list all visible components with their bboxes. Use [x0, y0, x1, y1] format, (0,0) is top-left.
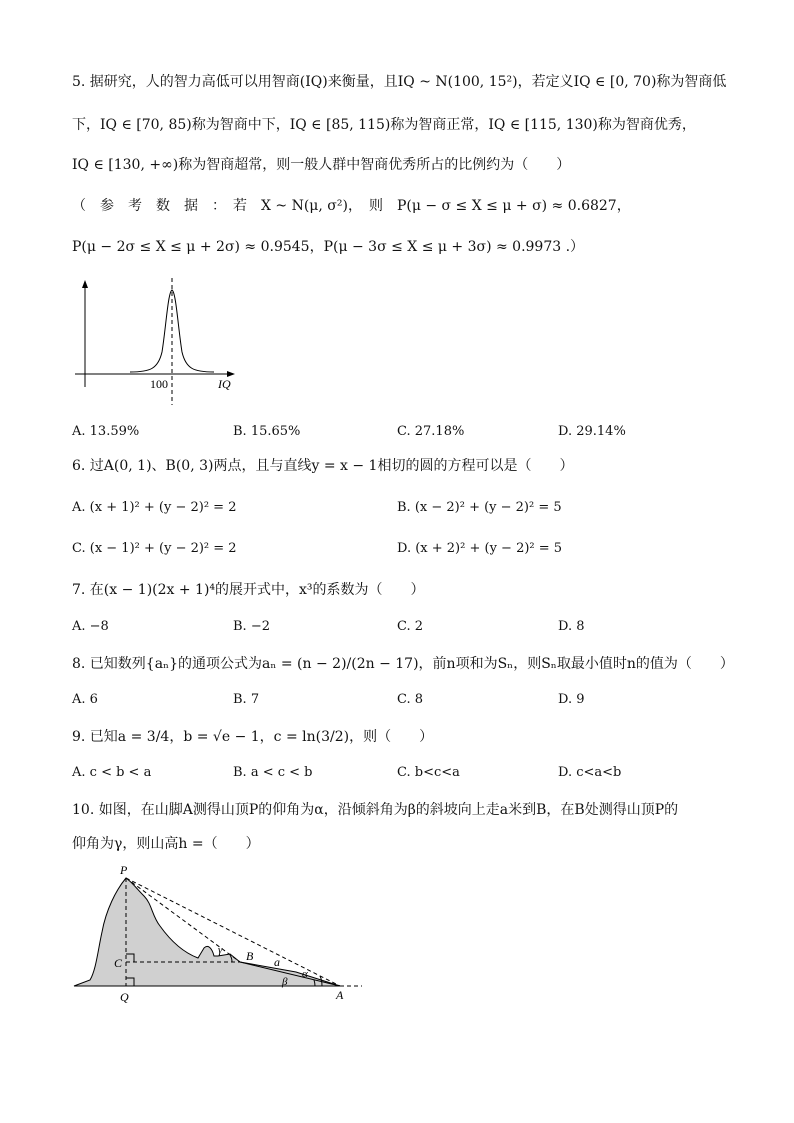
- label-a-length: a: [274, 955, 280, 969]
- label-beta: β: [282, 976, 288, 988]
- q5-reference-line2: P(μ − 2σ ≤ X ≤ μ + 2σ) ≈ 0.9545，P(μ − 3σ ≤ X ≤ μ + 3σ) ≈ 0.9973 .）: [72, 239, 585, 255]
- q7-option-c[interactable]: C. 2: [397, 619, 424, 634]
- label-p: P: [120, 863, 128, 877]
- q10-mountain-figure: [70, 860, 370, 1005]
- tick-label-100: 100: [150, 377, 168, 391]
- q10-stem-line2: 仰角为γ，则山高h =（ ）: [72, 836, 260, 852]
- q6-stem: 6. 过A(0, 1)、B(0, 3)两点，且与直线y = x − 1相切的圆的方程可以是（ ）: [72, 458, 574, 474]
- q5-option-b[interactable]: B. 15.65%: [233, 424, 301, 439]
- q10-stem-line1: 10. 如图，在山脚A测得山顶P的仰角为α，沿倾斜角为β的斜坡向上走a米到B，在B处测得山顶P的: [72, 802, 679, 818]
- label-c: C: [114, 956, 123, 970]
- q7-option-d[interactable]: D. 8: [558, 619, 585, 634]
- q9-option-c[interactable]: C. b<c<a: [397, 765, 460, 780]
- axis-label-iq: IQ: [218, 377, 231, 391]
- q8-option-a[interactable]: A. 6: [72, 692, 98, 707]
- label-b: B: [246, 949, 254, 963]
- q7-stem: 7. 在(x − 1)(2x + 1)⁴的展开式中，x³的系数为（ ）: [72, 582, 425, 598]
- q5-stem-line3: IQ ∈ [130, +∞)称为智商超常，则一般人群中智商优秀所占的比例约为（ ）: [72, 157, 571, 173]
- q5-stem-line1: 5. 据研究，人的智力高低可以用智商(IQ)来衡量，且IQ ~ N(100, 15²)，若定义IQ ∈ [0, 70)称为智商低: [72, 74, 727, 90]
- q8-option-d[interactable]: D. 9: [558, 692, 585, 707]
- q5-option-d[interactable]: D. 29.14%: [558, 424, 626, 439]
- q8-option-c[interactable]: C. 8: [397, 692, 424, 707]
- q6-option-b[interactable]: B. (x − 2)² + (y − 2)² = 5: [397, 500, 562, 515]
- q8-stem: 8. 已知数列{aₙ}的通项公式为aₙ = (n − 2)/(2n − 17)，前n项和为Sₙ，则Sₙ取最小值时n的值为（ ）: [72, 656, 734, 672]
- label-q: Q: [120, 990, 129, 1004]
- q9-option-a[interactable]: A. c < b < a: [72, 765, 152, 780]
- label-gamma: γ: [218, 944, 223, 956]
- label-a-point: A: [336, 988, 344, 1002]
- q6-option-a[interactable]: A. (x + 1)² + (y − 2)² = 2: [72, 500, 237, 515]
- q5-stem-line2: 下，IQ ∈ [70, 85)称为智商中下，IQ ∈ [85, 115)称为智商正常，IQ ∈ [115, 130)称为智商优秀，: [72, 117, 696, 133]
- q5-option-c[interactable]: C. 27.18%: [397, 424, 465, 439]
- q5-option-a[interactable]: A. 13.59%: [72, 424, 140, 439]
- q9-option-d[interactable]: D. c<a<b: [558, 765, 622, 780]
- y-axis-arrow: [82, 280, 88, 288]
- q9-stem: 9. 已知a = 3/4，b = √e − 1，c = ln(3/2)，则（ ）: [72, 729, 434, 745]
- q5-reference-line1: （ 参 考 数 据 ： 若 X ~ N(μ, σ²)， 则 P(μ − σ ≤ X ≤ μ + σ) ≈ 0.6827，: [72, 198, 631, 214]
- q7-option-b[interactable]: B. −2: [233, 619, 270, 634]
- q5-normal-curve-figure: [70, 272, 240, 408]
- q6-option-d[interactable]: D. (x + 2)² + (y − 2)² = 5: [397, 541, 563, 556]
- q7-option-a[interactable]: A. −8: [72, 619, 109, 634]
- q8-option-b[interactable]: B. 7: [233, 692, 260, 707]
- label-alpha: α: [302, 968, 308, 980]
- q6-option-c[interactable]: C. (x − 1)² + (y − 2)² = 2: [72, 541, 237, 556]
- q9-option-b[interactable]: B. a < c < b: [233, 765, 313, 780]
